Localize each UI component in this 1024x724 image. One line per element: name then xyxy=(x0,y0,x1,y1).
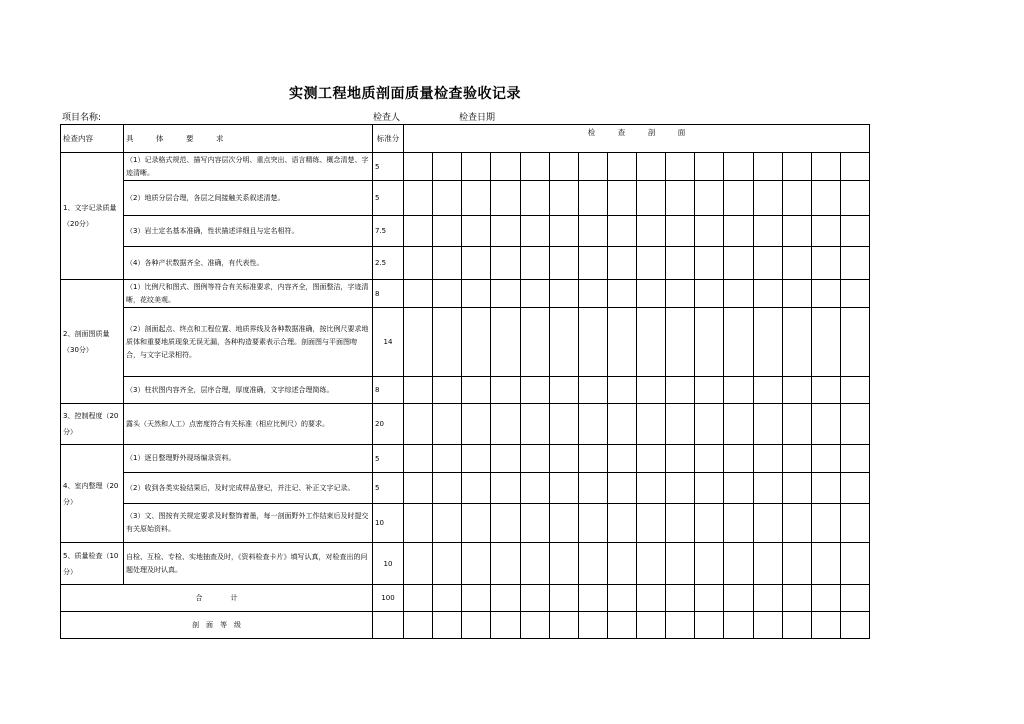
requirement-cell: （3）文、图按有关规定要求及时整饰着墨，每一剖面野外工作结束后及时提交有关原始资料。 xyxy=(124,504,373,543)
requirement-cell: （4）各种产状数据齐全、准确，有代表性。 xyxy=(124,247,373,280)
category-cell: 3、控制程度（20分） xyxy=(61,404,124,445)
requirement-cell: （1）记录格式规范、描写内容层次分明、重点突出、语言精练、概念清楚、字迹清晰。 xyxy=(124,153,373,181)
inspection-cell[interactable] xyxy=(462,473,491,504)
inspection-cell[interactable] xyxy=(462,445,491,473)
inspection-cell[interactable] xyxy=(404,153,433,181)
inspection-cell[interactable] xyxy=(520,404,549,445)
inspection-cell[interactable] xyxy=(666,612,695,639)
inspection-cell[interactable] xyxy=(404,247,433,280)
inspection-cell[interactable] xyxy=(753,612,782,639)
inspection-cell[interactable] xyxy=(549,612,578,639)
inspection-cell[interactable] xyxy=(520,181,549,216)
inspection-cell[interactable] xyxy=(404,280,433,308)
inspection-cell[interactable] xyxy=(520,280,549,308)
inspection-cell[interactable] xyxy=(840,377,869,404)
inspection-cell[interactable] xyxy=(695,216,724,247)
header-row xyxy=(61,125,870,153)
inspection-cell[interactable] xyxy=(637,247,666,280)
inspection-cell[interactable] xyxy=(462,404,491,445)
inspection-cell[interactable] xyxy=(607,585,636,612)
inspection-cell[interactable] xyxy=(578,473,607,504)
inspection-cell[interactable] xyxy=(811,473,840,504)
score-cell: 8 xyxy=(373,377,404,404)
inspection-cell[interactable] xyxy=(840,473,869,504)
inspection-cell[interactable] xyxy=(607,377,636,404)
inspection-cell[interactable] xyxy=(724,181,753,216)
inspection-cell[interactable] xyxy=(549,543,578,585)
inspection-cell[interactable] xyxy=(695,404,724,445)
project-name-label: 项目名称: xyxy=(62,113,102,123)
inspection-cell[interactable] xyxy=(549,473,578,504)
inspection-cell[interactable] xyxy=(491,280,520,308)
grade-label: 剖 面 等 级 xyxy=(61,612,373,639)
requirement-cell: （2）收到各类实验结果后，及时完成样品登记，并注记、补正文字记录。 xyxy=(124,473,373,504)
inspection-cell[interactable] xyxy=(607,473,636,504)
inspection-cell[interactable] xyxy=(811,308,840,377)
score-cell: 8 xyxy=(373,280,404,308)
inspection-cell[interactable] xyxy=(520,308,549,377)
inspection-cell[interactable] xyxy=(840,504,869,543)
inspection-cell[interactable] xyxy=(695,280,724,308)
inspection-cell[interactable] xyxy=(520,153,549,181)
inspection-cell[interactable] xyxy=(724,216,753,247)
inspection-cell[interactable] xyxy=(666,377,695,404)
grade-row xyxy=(61,612,870,639)
inspection-cell[interactable] xyxy=(462,280,491,308)
inspection-cell[interactable] xyxy=(637,445,666,473)
requirement-cell: （3）岩土定名基本准确，性状描述详细且与定名相符。 xyxy=(124,216,373,247)
inspection-cell[interactable] xyxy=(578,280,607,308)
inspection-cell[interactable] xyxy=(724,308,753,377)
inspection-cell[interactable] xyxy=(578,612,607,639)
inspection-cell[interactable] xyxy=(840,585,869,612)
inspection-cell[interactable] xyxy=(578,153,607,181)
inspection-cell[interactable] xyxy=(753,585,782,612)
inspection-cell[interactable] xyxy=(462,153,491,181)
inspection-cell[interactable] xyxy=(520,543,549,585)
inspection-cell[interactable] xyxy=(549,404,578,445)
inspection-cell[interactable] xyxy=(811,280,840,308)
inspection-cell[interactable] xyxy=(753,216,782,247)
inspection-cell[interactable] xyxy=(578,308,607,377)
inspection-date-label: 检查日期 xyxy=(459,113,496,123)
inspector-label: 检查人 xyxy=(373,113,401,123)
inspection-cell[interactable] xyxy=(811,216,840,247)
inspection-cell[interactable] xyxy=(607,612,636,639)
inspection-cell[interactable] xyxy=(491,612,520,639)
inspection-cell[interactable] xyxy=(666,308,695,377)
inspection-cell[interactable] xyxy=(404,181,433,216)
inspection-cell[interactable] xyxy=(753,247,782,280)
header-score: 标准分 xyxy=(373,125,404,153)
inspection-cell[interactable] xyxy=(724,153,753,181)
inspection-cell[interactable] xyxy=(578,377,607,404)
inspection-cell[interactable] xyxy=(724,585,753,612)
inspection-cell[interactable] xyxy=(433,247,462,280)
table-row xyxy=(61,308,870,377)
inspection-table xyxy=(60,124,870,639)
inspection-cell[interactable] xyxy=(811,585,840,612)
inspection-cell[interactable] xyxy=(753,377,782,404)
requirement-cell: （2）剖面起点、终点和工程位置、地质界线及各种数据准确，按比例尺要求地质体和重要地质现象无误无漏，各种构造要素表示合理。剖面图与平面图吻合，与文字记录相符。 xyxy=(124,308,373,377)
inspection-cell[interactable] xyxy=(462,216,491,247)
inspection-cell[interactable] xyxy=(840,181,869,216)
inspection-cell[interactable] xyxy=(491,585,520,612)
inspection-cell[interactable] xyxy=(578,181,607,216)
inspection-cell[interactable] xyxy=(462,247,491,280)
inspection-cell[interactable] xyxy=(607,247,636,280)
inspection-cell[interactable] xyxy=(433,216,462,247)
inspection-cell[interactable] xyxy=(840,612,869,639)
inspection-cell[interactable] xyxy=(666,473,695,504)
inspection-cell[interactable] xyxy=(724,247,753,280)
inspection-cell[interactable] xyxy=(404,377,433,404)
score-cell: 5 xyxy=(373,473,404,504)
inspection-cell[interactable] xyxy=(782,585,811,612)
score-cell: 20 xyxy=(373,404,404,445)
inspection-cell[interactable] xyxy=(549,153,578,181)
inspection-cell[interactable] xyxy=(491,308,520,377)
category-cell: 4、室内整理（20分） xyxy=(61,445,124,543)
inspection-cell[interactable] xyxy=(811,543,840,585)
inspection-cell[interactable] xyxy=(462,377,491,404)
inspection-cell[interactable] xyxy=(578,504,607,543)
inspection-cell[interactable] xyxy=(637,585,666,612)
inspection-cell[interactable] xyxy=(782,280,811,308)
inspection-cell[interactable] xyxy=(695,377,724,404)
inspection-cell[interactable] xyxy=(578,445,607,473)
inspection-cell[interactable] xyxy=(724,504,753,543)
inspection-cell[interactable] xyxy=(666,247,695,280)
inspection-cell[interactable] xyxy=(549,377,578,404)
inspection-cell[interactable] xyxy=(666,216,695,247)
inspection-cell[interactable] xyxy=(724,404,753,445)
inspection-cell[interactable] xyxy=(782,308,811,377)
inspection-cell[interactable] xyxy=(520,473,549,504)
table-row xyxy=(61,247,870,280)
table-row xyxy=(61,445,870,473)
inspection-cell[interactable] xyxy=(637,504,666,543)
inspection-cell[interactable] xyxy=(811,504,840,543)
inspection-cell[interactable] xyxy=(666,181,695,216)
inspection-cell[interactable] xyxy=(782,612,811,639)
requirement-cell: 自检、互检、专检、实地抽查及时，《资料检查卡片》填写认真，对检查出的问题处理及时认真。 xyxy=(124,543,373,585)
inspection-cell[interactable] xyxy=(462,181,491,216)
inspection-cell[interactable] xyxy=(724,543,753,585)
inspection-cell[interactable] xyxy=(637,404,666,445)
inspection-cell[interactable] xyxy=(637,473,666,504)
score-cell: 2.5 xyxy=(373,247,404,280)
inspection-cell[interactable] xyxy=(607,504,636,543)
inspection-cell[interactable] xyxy=(782,543,811,585)
score-cell: 10 xyxy=(373,504,404,543)
header-requirement: 具 体 要 求 xyxy=(124,125,373,153)
inspection-cell[interactable] xyxy=(549,181,578,216)
score-cell: 5 xyxy=(373,153,404,181)
inspection-cell[interactable] xyxy=(404,445,433,473)
inspection-cell[interactable] xyxy=(782,247,811,280)
inspection-cell[interactable] xyxy=(491,247,520,280)
inspection-cell[interactable] xyxy=(695,247,724,280)
score-cell: 5 xyxy=(373,445,404,473)
inspection-cell[interactable] xyxy=(724,445,753,473)
inspection-cell[interactable] xyxy=(433,181,462,216)
inspection-cell[interactable] xyxy=(695,543,724,585)
inspection-cell[interactable] xyxy=(549,504,578,543)
table-row xyxy=(61,404,870,445)
table-row xyxy=(61,377,870,404)
inspection-cell[interactable] xyxy=(607,543,636,585)
table-row xyxy=(61,181,870,216)
inspection-cell[interactable] xyxy=(695,153,724,181)
inspection-cell[interactable] xyxy=(462,308,491,377)
score-cell: 14 xyxy=(373,308,404,377)
inspection-cell[interactable] xyxy=(520,612,549,639)
inspection-cell[interactable] xyxy=(578,216,607,247)
inspection-cell[interactable] xyxy=(695,181,724,216)
inspection-cell[interactable] xyxy=(433,308,462,377)
inspection-cell[interactable] xyxy=(491,377,520,404)
grade-score[interactable] xyxy=(373,612,404,639)
inspection-cell[interactable] xyxy=(695,473,724,504)
header-content: 检查内容 xyxy=(61,125,124,153)
inspection-cell[interactable] xyxy=(491,504,520,543)
inspection-cell[interactable] xyxy=(811,247,840,280)
inspection-cell[interactable] xyxy=(520,445,549,473)
inspection-cell[interactable] xyxy=(549,280,578,308)
inspection-cell[interactable] xyxy=(637,612,666,639)
inspection-cell[interactable] xyxy=(433,377,462,404)
inspection-cell[interactable] xyxy=(666,585,695,612)
inspection-cell[interactable] xyxy=(520,377,549,404)
inspection-cell[interactable] xyxy=(462,612,491,639)
inspection-cell[interactable] xyxy=(491,445,520,473)
inspection-cell[interactable] xyxy=(753,543,782,585)
inspection-cell[interactable] xyxy=(637,153,666,181)
inspection-cell[interactable] xyxy=(724,280,753,308)
table-row xyxy=(61,280,870,308)
inspection-cell[interactable] xyxy=(840,543,869,585)
inspection-cell[interactable] xyxy=(753,445,782,473)
inspection-cell[interactable] xyxy=(462,585,491,612)
score-cell: 5 xyxy=(373,181,404,216)
inspection-cell[interactable] xyxy=(433,280,462,308)
table-row xyxy=(61,153,870,181)
inspection-cell[interactable] xyxy=(753,181,782,216)
inspection-cell[interactable] xyxy=(695,504,724,543)
inspection-cell[interactable] xyxy=(782,181,811,216)
requirement-cell: （3）柱状图内容齐全，层序合理，厚度准确，文字综述合理简练。 xyxy=(124,377,373,404)
inspection-cell[interactable] xyxy=(637,543,666,585)
page-title: 实测工程地质剖面质量检查验收记录 xyxy=(289,86,521,102)
inspection-cell[interactable] xyxy=(433,404,462,445)
inspection-cell[interactable] xyxy=(782,216,811,247)
inspection-cell[interactable] xyxy=(840,404,869,445)
inspection-cell[interactable] xyxy=(811,445,840,473)
inspection-cell[interactable] xyxy=(637,216,666,247)
table-row xyxy=(61,543,870,585)
category-cell: 5、质量检查（10分） xyxy=(61,543,124,585)
inspection-cell[interactable] xyxy=(462,543,491,585)
requirement-cell: （2）地质分层合理，各层之间接触关系叙述清楚。 xyxy=(124,181,373,216)
inspection-cell[interactable] xyxy=(404,308,433,377)
inspection-cell[interactable] xyxy=(811,377,840,404)
inspection-cell[interactable] xyxy=(549,216,578,247)
inspection-cell[interactable] xyxy=(753,280,782,308)
inspection-cell[interactable] xyxy=(520,247,549,280)
inspection-cell[interactable] xyxy=(491,473,520,504)
inspection-cell[interactable] xyxy=(433,543,462,585)
category-cell: 1、文字记录质量（20分） xyxy=(61,153,124,280)
table-row xyxy=(61,473,870,504)
inspection-cell[interactable] xyxy=(549,308,578,377)
inspection-cell[interactable] xyxy=(724,377,753,404)
inspection-cell[interactable] xyxy=(666,153,695,181)
inspection-cell[interactable] xyxy=(840,280,869,308)
requirement-cell: （1）比例尺和图式、图例等符合有关标准要求，内容齐全，图面整洁，字迹清晰，花纹美观。 xyxy=(124,280,373,308)
inspection-cell[interactable] xyxy=(666,445,695,473)
total-score: 100 xyxy=(373,585,404,612)
inspection-cell[interactable] xyxy=(666,543,695,585)
inspection-cell[interactable] xyxy=(782,445,811,473)
inspection-cell[interactable] xyxy=(462,504,491,543)
inspection-cell[interactable] xyxy=(404,585,433,612)
inspection-cell[interactable] xyxy=(637,377,666,404)
inspection-cell[interactable] xyxy=(782,504,811,543)
inspection-cell[interactable] xyxy=(607,153,636,181)
inspection-cell[interactable] xyxy=(607,280,636,308)
inspection-cell[interactable] xyxy=(491,404,520,445)
score-cell: 7.5 xyxy=(373,216,404,247)
total-label: 合 计 xyxy=(61,585,373,612)
inspection-cell[interactable] xyxy=(491,181,520,216)
inspection-cell[interactable] xyxy=(695,308,724,377)
inspection-cell[interactable] xyxy=(666,504,695,543)
inspection-cell[interactable] xyxy=(840,216,869,247)
inspection-cell[interactable] xyxy=(433,153,462,181)
inspection-cell[interactable] xyxy=(637,181,666,216)
inspection-cell[interactable] xyxy=(753,308,782,377)
inspection-cell[interactable] xyxy=(404,612,433,639)
inspection-cell[interactable] xyxy=(549,445,578,473)
inspection-cell[interactable] xyxy=(753,473,782,504)
inspection-cell[interactable] xyxy=(433,612,462,639)
inspection-cell[interactable] xyxy=(520,585,549,612)
inspection-cell[interactable] xyxy=(840,153,869,181)
inspection-cell[interactable] xyxy=(724,473,753,504)
inspection-cell[interactable] xyxy=(695,445,724,473)
inspection-cell[interactable] xyxy=(607,216,636,247)
total-row xyxy=(61,585,870,612)
inspection-cell[interactable] xyxy=(840,308,869,377)
inspection-cell[interactable] xyxy=(578,247,607,280)
inspection-cell[interactable] xyxy=(404,216,433,247)
inspection-cell[interactable] xyxy=(753,404,782,445)
inspection-cell[interactable] xyxy=(491,216,520,247)
inspection-cell[interactable] xyxy=(811,612,840,639)
inspection-cell[interactable] xyxy=(607,445,636,473)
table-row xyxy=(61,216,870,247)
inspection-cell[interactable] xyxy=(404,404,433,445)
inspection-cell[interactable] xyxy=(607,308,636,377)
inspection-cell[interactable] xyxy=(637,280,666,308)
inspection-cell[interactable] xyxy=(433,504,462,543)
score-cell: 10 xyxy=(373,543,404,585)
requirement-cell: （1）逐日整理野外现场编录资料。 xyxy=(124,445,373,473)
table-row xyxy=(61,504,870,543)
inspection-cell[interactable] xyxy=(433,473,462,504)
inspection-cell[interactable] xyxy=(840,445,869,473)
inspection-cell[interactable] xyxy=(782,153,811,181)
inspection-cell[interactable] xyxy=(695,585,724,612)
inspection-cell[interactable] xyxy=(433,445,462,473)
inspection-cell[interactable] xyxy=(811,153,840,181)
inspection-cell[interactable] xyxy=(782,377,811,404)
inspection-cell[interactable] xyxy=(811,181,840,216)
inspection-cell[interactable] xyxy=(404,543,433,585)
inspection-cell[interactable] xyxy=(578,585,607,612)
inspection-cell[interactable] xyxy=(666,280,695,308)
header-section: 检 查 剖 面 xyxy=(404,125,870,153)
inspection-cell[interactable] xyxy=(520,504,549,543)
inspection-cell[interactable] xyxy=(404,473,433,504)
inspection-cell[interactable] xyxy=(637,308,666,377)
inspection-cell[interactable] xyxy=(666,404,695,445)
inspection-cell[interactable] xyxy=(607,181,636,216)
requirement-cell: 露头（天然和人工）点密度符合有关标准（相应比例尺）的要求。 xyxy=(124,404,373,445)
inspection-cell[interactable] xyxy=(433,585,462,612)
inspection-cell[interactable] xyxy=(724,612,753,639)
inspection-cell[interactable] xyxy=(782,473,811,504)
inspection-cell[interactable] xyxy=(578,404,607,445)
inspection-cell[interactable] xyxy=(578,543,607,585)
inspection-cell[interactable] xyxy=(840,247,869,280)
inspection-cell[interactable] xyxy=(811,404,840,445)
inspection-cell[interactable] xyxy=(782,404,811,445)
inspection-cell[interactable] xyxy=(404,504,433,543)
inspection-cell[interactable] xyxy=(753,153,782,181)
inspection-cell[interactable] xyxy=(549,247,578,280)
inspection-cell[interactable] xyxy=(549,585,578,612)
inspection-cell[interactable] xyxy=(753,504,782,543)
inspection-cell[interactable] xyxy=(491,153,520,181)
inspection-cell[interactable] xyxy=(520,216,549,247)
inspection-cell[interactable] xyxy=(607,404,636,445)
category-cell: 2、剖面图质量（30分） xyxy=(61,280,124,404)
inspection-cell[interactable] xyxy=(695,612,724,639)
inspection-cell[interactable] xyxy=(491,543,520,585)
